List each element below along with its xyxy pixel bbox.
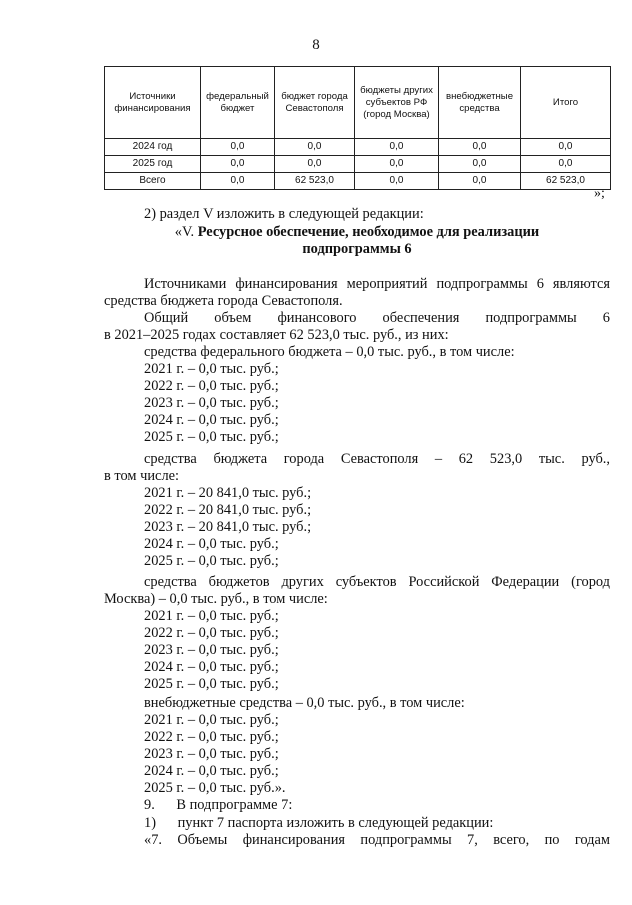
table-header-row — [105, 67, 611, 139]
table-cell: Всего — [105, 173, 201, 190]
paragraph-1-line-2: средства бюджета города Севастополя. — [104, 293, 343, 309]
table-cell: 62 523,0 — [521, 173, 611, 190]
financing-table — [104, 66, 611, 190]
heading-line-1: Ресурсное обеспечение, необходимое для реализации — [197, 224, 540, 240]
list-item: 2023 г. – 20 841,0 тыс. руб.; — [144, 519, 312, 535]
list-item: 2024 г. – 0,0 тыс. руб.; — [144, 536, 279, 552]
table-cell: 0,0 — [275, 139, 355, 156]
list-item: 2025 г. – 0,0 тыс. руб.; — [144, 553, 279, 569]
federal-budget-line: средства федерального бюджета – 0,0 тыс. руб., в том числе: — [144, 344, 515, 360]
table-closing-quote: »; — [594, 186, 605, 201]
table-row-total — [105, 173, 611, 190]
list-item: 2025 г. – 0,0 тыс. руб.; — [144, 429, 279, 445]
header-cell: федеральный бюджет — [201, 67, 275, 139]
heading-prefix: «V. — [174, 224, 198, 240]
item-9-text: 9. В подпрограмме 7: — [144, 797, 293, 813]
paragraph-2-line-1: Общий объем финансового обеспечения подпрограммы 6 — [144, 310, 610, 326]
list-item: 2024 г. – 0,0 тыс. руб.; — [144, 412, 279, 428]
table-cell: 0,0 — [201, 173, 275, 190]
table-cell: 2024 год — [105, 139, 201, 156]
header-cell: внебюджетные средства — [439, 67, 521, 139]
table-cell: 0,0 — [439, 173, 521, 190]
table-cell: 0,0 — [439, 156, 521, 173]
list-item: 2023 г. – 0,0 тыс. руб.; — [144, 642, 279, 658]
table-cell: 0,0 — [355, 173, 439, 190]
header-cell: Итого — [521, 67, 611, 139]
table-row — [105, 139, 611, 156]
table-cell: 0,0 — [521, 139, 611, 156]
table-cell: 0,0 — [439, 139, 521, 156]
paragraph-1-line-1: Источниками финансирования мероприятий подпрограммы 6 являются — [144, 276, 610, 292]
last-line: «7. Объемы финансирования подпрограммы 7, всего, по годам — [144, 832, 610, 848]
extra-budget-line: внебюджетные средства – 0,0 тыс. руб., в том числе: — [144, 695, 465, 711]
table-cell: 0,0 — [521, 156, 611, 173]
table-row — [105, 156, 611, 173]
list-item: 2025 г. – 0,0 тыс. руб.». — [144, 780, 286, 796]
table-cell: 2025 год — [105, 156, 201, 173]
list-item: 2021 г. – 0,0 тыс. руб.; — [144, 712, 279, 728]
sevastopol-budget-line-2: в том числе: — [104, 468, 180, 484]
list-item: 2022 г. – 20 841,0 тыс. руб.; — [144, 502, 312, 518]
list-item: 2025 г. – 0,0 тыс. руб.; — [144, 676, 279, 692]
list-item: 2023 г. – 0,0 тыс. руб.; — [144, 395, 279, 411]
header-cell: Источники финансирования — [105, 67, 201, 139]
list-item: 2022 г. – 0,0 тыс. руб.; — [144, 729, 279, 745]
table-cell: 62 523,0 — [275, 173, 355, 190]
list-item: 2023 г. – 0,0 тыс. руб.; — [144, 746, 279, 762]
list-item: 2021 г. – 0,0 тыс. руб.; — [144, 608, 279, 624]
list-item: 2022 г. – 0,0 тыс. руб.; — [144, 625, 279, 641]
list-item: 2021 г. – 20 841,0 тыс. руб.; — [144, 485, 312, 501]
table-cell: 0,0 — [275, 156, 355, 173]
table-cell: 0,0 — [201, 139, 275, 156]
header-cell: бюджеты других субъектов РФ (город Москва) — [355, 67, 439, 139]
sevastopol-budget-line: средства бюджета города Севастополя – 62 523,0 тыс. руб., — [144, 451, 610, 467]
table-cell: 0,0 — [355, 139, 439, 156]
item-9-1-text: 1) пункт 7 паспорта изложить в следующей редакции: — [144, 815, 494, 831]
section-heading — [104, 224, 610, 241]
list-item: 2024 г. – 0,0 тыс. руб.; — [144, 659, 279, 675]
item-2-text: 2) раздел V изложить в следующей редакции: — [144, 206, 424, 222]
header-cell: бюджет города Севастополя — [275, 67, 355, 139]
list-item: 2022 г. – 0,0 тыс. руб.; — [144, 378, 279, 394]
other-regions-line: средства бюджетов других субъектов Российской Федерации (город — [144, 574, 610, 590]
page-number: 8 — [312, 37, 320, 53]
other-regions-line-2: Москва) – 0,0 тыс. руб., в том числе: — [104, 591, 328, 607]
list-item: 2024 г. – 0,0 тыс. руб.; — [144, 763, 279, 779]
paragraph-2-line-2: в 2021–2025 годах составляет 62 523,0 тыс. руб., из них: — [104, 327, 449, 343]
list-item: 2021 г. – 0,0 тыс. руб.; — [144, 361, 279, 377]
table-cell: 0,0 — [355, 156, 439, 173]
table-cell: 0,0 — [201, 156, 275, 173]
heading-line-2: подпрограммы 6 — [302, 241, 412, 257]
